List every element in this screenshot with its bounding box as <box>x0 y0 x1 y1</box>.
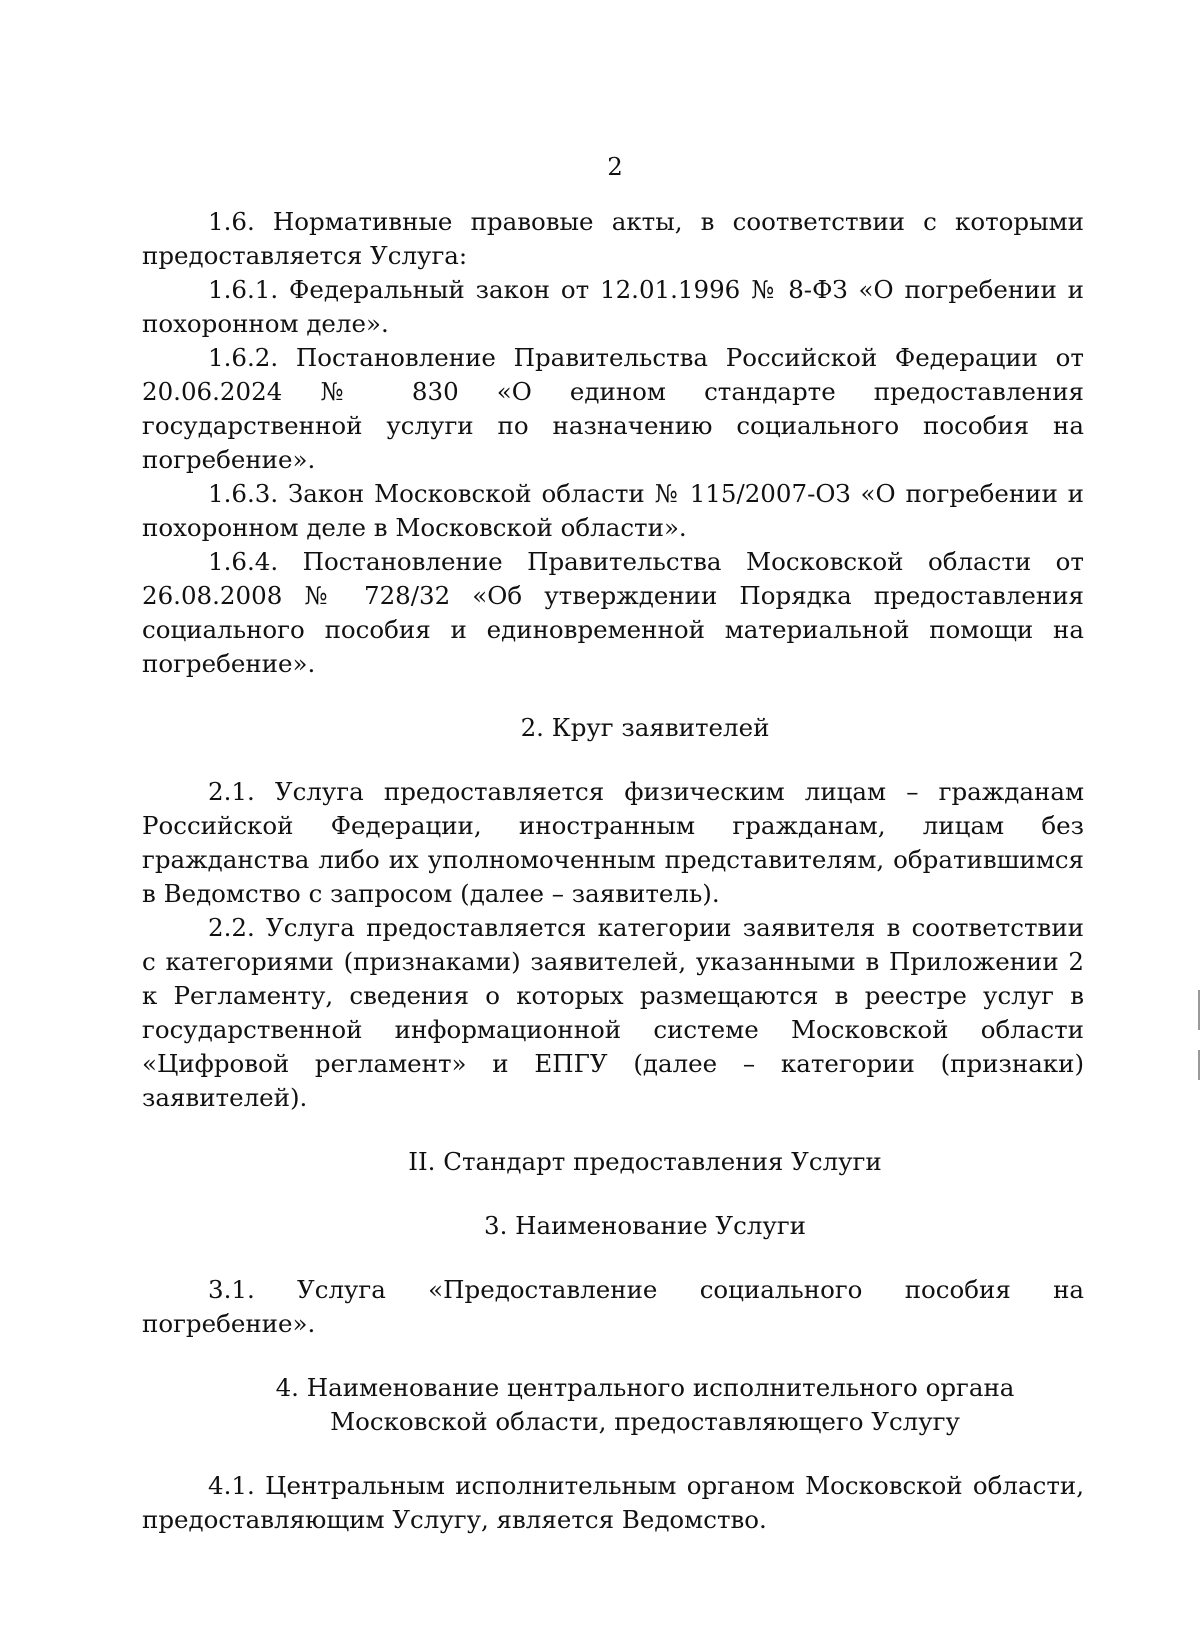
paragraph-1-6-4: 1.6.4. Постановление Правительства Московской области от 26.08.2008 № 728/32 «Об утверждении Порядка предоставления социального пособия и единовременной материальной помощи на погребение». <box>142 547 1084 678</box>
section-heading-4-line-2: Московской области, предоставляющего Услугу <box>330 1407 960 1436</box>
part-heading-standard: II. Стандарт предоставления Услуги <box>408 1147 882 1176</box>
paragraph-3-1: 3.1. Услуга «Предоставление социального пособия на погребение». <box>142 1275 1084 1338</box>
section-heading-4-line-1: 4. Наименование центрального исполнительного органа <box>275 1373 1015 1402</box>
paragraph-1-6-3: 1.6.3. Закон Московской области № 115/2007-ОЗ «О погребении и похоронном деле в Московской области». <box>142 479 1084 542</box>
section-heading-2: 2. Круг заявителей <box>520 713 770 742</box>
section-heading-3: 3. Наименование Услуги <box>483 1211 807 1240</box>
document-body <box>142 205 1084 1537</box>
paragraph-2-1: 2.1. Услуга предоставляется физическим лицам – гражданам Российской Федерации, иностранным гражданам, лицам без гражданства либо их уполномоченным представителям, обратившимся в Ведомство с запросом (далее – заявитель). <box>142 777 1084 908</box>
paragraph-1-6: 1.6. Нормативные правовые акты, в соответствии с которыми предоставляется Услуга: <box>142 207 1084 270</box>
paragraph-1-6-1: 1.6.1. Федеральный закон от 12.01.1996 № 8-ФЗ «О погребении и похоронном деле». <box>142 275 1084 338</box>
paragraph-2-2: 2.2. Услуга предоставляется категории заявителя в соответствии с категориями (признаками) заявителей, указанными в Приложении 2 к Регламенту, сведения о которых размещаются в реестре услуг в государственной информационной системе Московской области «Цифровой регламент» и ЕПГУ (далее – категории (признаки) заявителей). <box>142 913 1084 1112</box>
paragraph-1-6-2: 1.6.2. Постановление Правительства Российской Федерации от 20.06.2024 № 830 «О едином стандарте предоставления государственной услуги по назначению социального пособия на погребение». <box>142 343 1084 474</box>
section-heading-4 <box>142 1371 1084 1439</box>
paragraph-4-1: 4.1. Центральным исполнительным органом Московской области, предоставляющим Услугу, является Ведомство. <box>142 1471 1084 1534</box>
page-number: 2 <box>607 152 623 181</box>
